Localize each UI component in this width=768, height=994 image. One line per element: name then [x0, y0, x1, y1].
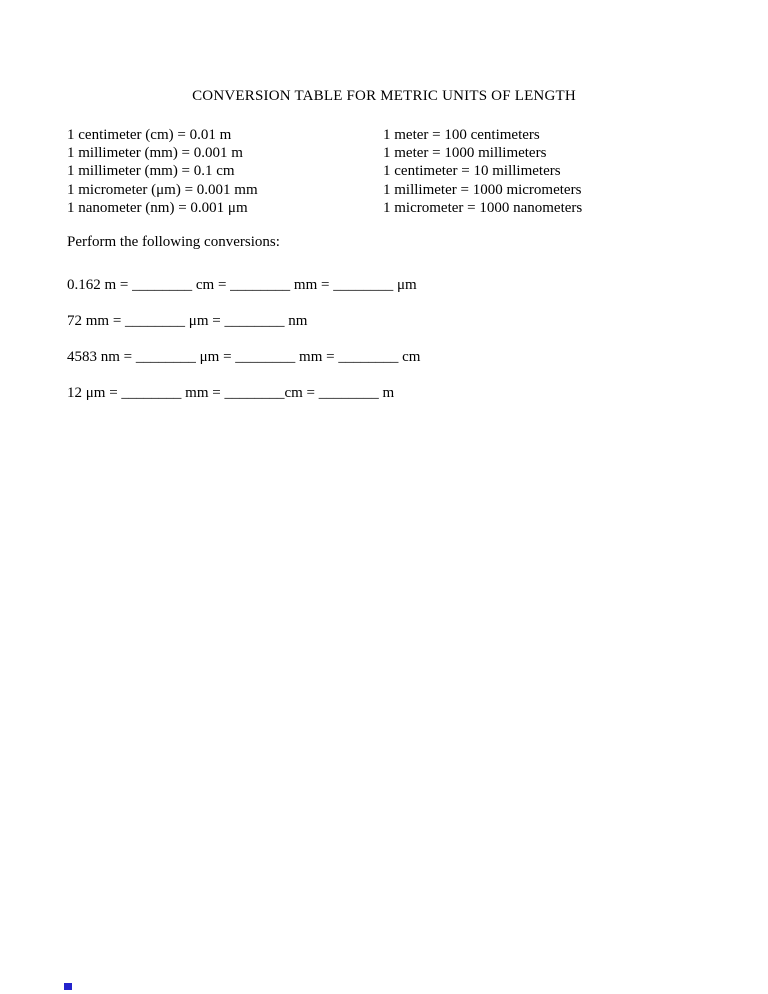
- page-title: CONVERSION TABLE FOR METRIC UNITS OF LENGTH: [192, 88, 576, 104]
- conversion-fact: 1 millimeter = 1000 micrometers: [383, 181, 582, 198]
- conversion-problem: 12 μm = ________ mm = ________cm = ________ m: [67, 385, 395, 402]
- conversion-fact: 1 meter = 1000 millimeters: [383, 145, 547, 162]
- conversion-facts-table: [67, 126, 701, 217]
- page-content: [0, 0, 768, 402]
- conversion-facts-right-column: [383, 126, 701, 217]
- conversion-problem: 72 mm = ________ μm = ________ nm: [67, 313, 308, 330]
- conversion-problems-list: [67, 276, 701, 402]
- conversion-fact: 1 centimeter = 10 millimeters: [383, 163, 561, 180]
- conversion-problem: 0.162 m = ________ cm = ________ mm = ________ μm: [67, 277, 417, 294]
- conversion-fact: 1 micrometer (μm) = 0.001 mm: [67, 181, 258, 198]
- conversion-problem: 4583 nm = ________ μm = ________ mm = ________ cm: [67, 349, 421, 366]
- bottom-left-stray-mark: [64, 983, 72, 990]
- conversion-fact: 1 centimeter (cm) = 0.01 m: [67, 127, 232, 143]
- conversion-fact: 1 meter = 100 centimeters: [383, 127, 540, 143]
- conversion-fact: 1 millimeter (mm) = 0.1 cm: [67, 163, 235, 180]
- instructions-text: Perform the following conversions:: [67, 234, 280, 251]
- conversion-fact: 1 micrometer = 1000 nanometers: [383, 199, 583, 216]
- conversion-facts-left-column: [67, 126, 383, 217]
- conversion-fact: 1 millimeter (mm) = 0.001 m: [67, 145, 243, 162]
- conversion-fact: 1 nanometer (nm) = 0.001 μm: [67, 199, 248, 216]
